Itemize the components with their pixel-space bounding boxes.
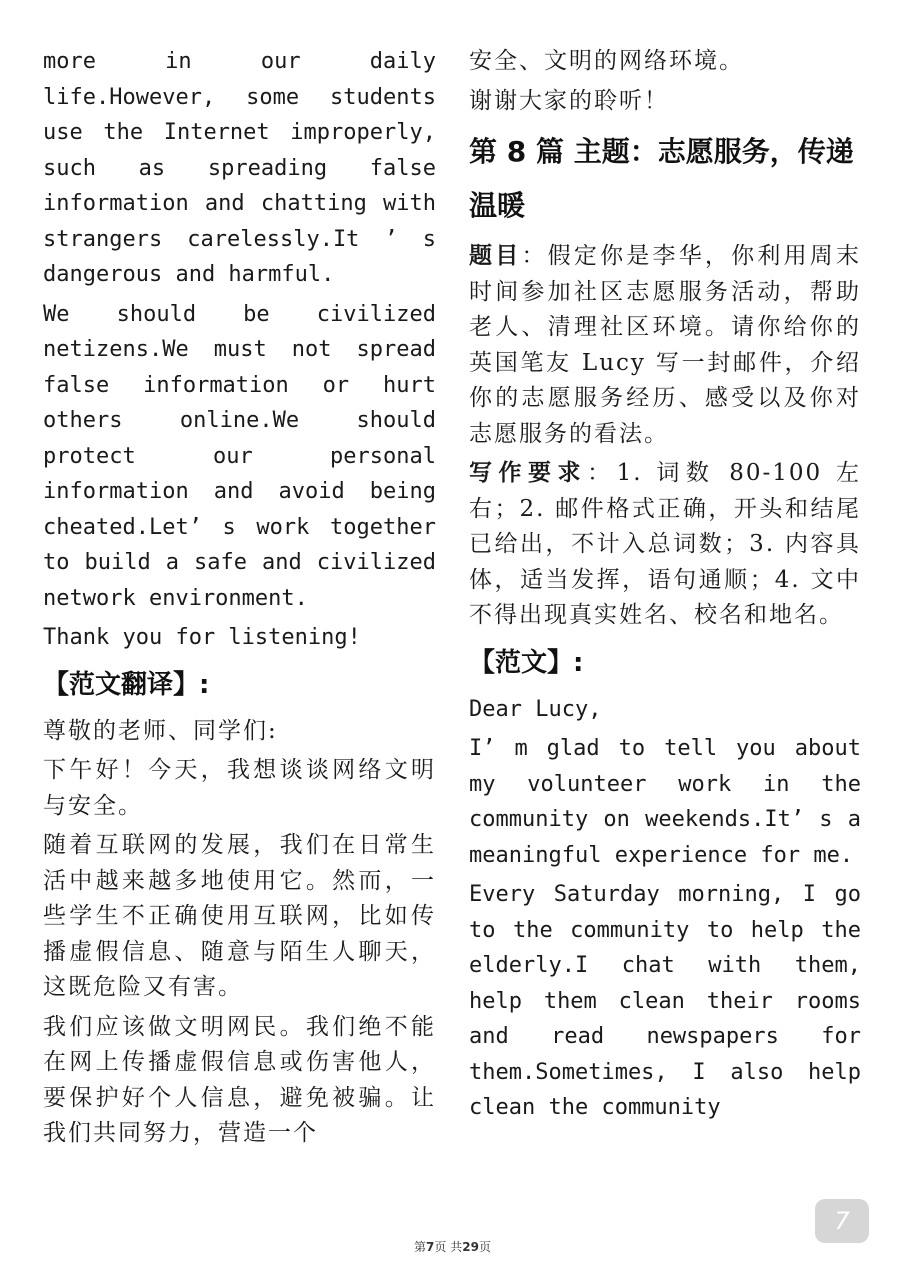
prompt-paragraph bbox=[469, 239, 861, 452]
salutation: Dear Lucy, bbox=[469, 696, 602, 722]
footer-suffix: 页 bbox=[478, 1240, 491, 1254]
chinese-paragraph: 尊敬的老师、同学们: bbox=[43, 717, 278, 744]
chinese-paragraph: 我们应该做文明网民。我们绝不能在网上传播虚假信息或伤害他人，要保护好个人信息，避免被骗。让我们共同努力，营造一个 bbox=[43, 1013, 436, 1146]
current-page-number: 7 bbox=[426, 1240, 435, 1254]
chinese-paragraph: 下午好！今天，我想谈谈网络文明与安全。 bbox=[43, 757, 436, 819]
english-paragraph: more in our daily life.However, some students use the Internet improperly, such as spreading false information and chatting with strangers carelessly.It ’ s dangerous and harmful. bbox=[43, 49, 436, 287]
page-number-badge[interactable]: 7 bbox=[815, 1199, 869, 1243]
footer-prefix: 第 bbox=[414, 1240, 427, 1254]
model-essay-heading: 【范文】: bbox=[469, 647, 584, 678]
left-column bbox=[43, 44, 436, 1156]
english-paragraph: We should be civilized netizens.We must not spread false information or hurt others online.We should protect our personal information and avoid being cheated.Let’ s work together to build a safe and civilized network environment. bbox=[43, 301, 436, 611]
right-column bbox=[469, 44, 861, 1130]
page-footer bbox=[0, 1238, 905, 1255]
requirements-paragraph bbox=[469, 456, 861, 634]
requirements-text: ：1. 词数 80-100 左右；2. 邮件格式正确，开头和结尾已给出，不计入总词数；3. 内容具体，适当发挥，语句通顺；4. 文中不得出现真实姓名、校名和地名。 bbox=[469, 460, 861, 628]
prompt-label: 题目 bbox=[469, 243, 522, 269]
section-title: 第 8 篇 主题：志愿服务，传递温暖 bbox=[469, 135, 854, 222]
total-pages-number: 29 bbox=[462, 1240, 479, 1254]
english-paragraph: Thank you for listening! bbox=[43, 625, 361, 650]
chinese-paragraph: 安全、文明的网络环境。 bbox=[469, 48, 744, 74]
prompt-text: ：假定你是李华，你利用周末时间参加社区志愿服务活动，帮助老人、清理社区环境。请你给你的英国笔友 Lucy 写一封邮件，介绍你的志愿服务经历、感受以及你对志愿服务的看法。 bbox=[469, 243, 862, 447]
requirements-label: 写作要求 bbox=[469, 460, 588, 486]
chinese-paragraph: 随着互联网的发展，我们在日常生活中越来越多地使用它。然而，一些学生不正确使用互联网，比如传播虚假信息、随意与陌生人聊天，这既危险又有害。 bbox=[43, 832, 436, 1000]
english-paragraph: Every Saturday morning, I go to the community to help the elderly.I chat with them, help them clean their rooms and read newspapers for them.Sometimes, I also help clean the community bbox=[469, 882, 861, 1120]
chinese-paragraph: 谢谢大家的聆听！ bbox=[469, 87, 669, 114]
english-paragraph: I’ m glad to tell you about my volunteer work in the community on weekends.It’ s a meaningful experience for me. bbox=[469, 736, 861, 868]
footer-middle: 页 共 bbox=[434, 1240, 463, 1254]
translation-heading: 【范文翻译】: bbox=[43, 669, 210, 700]
